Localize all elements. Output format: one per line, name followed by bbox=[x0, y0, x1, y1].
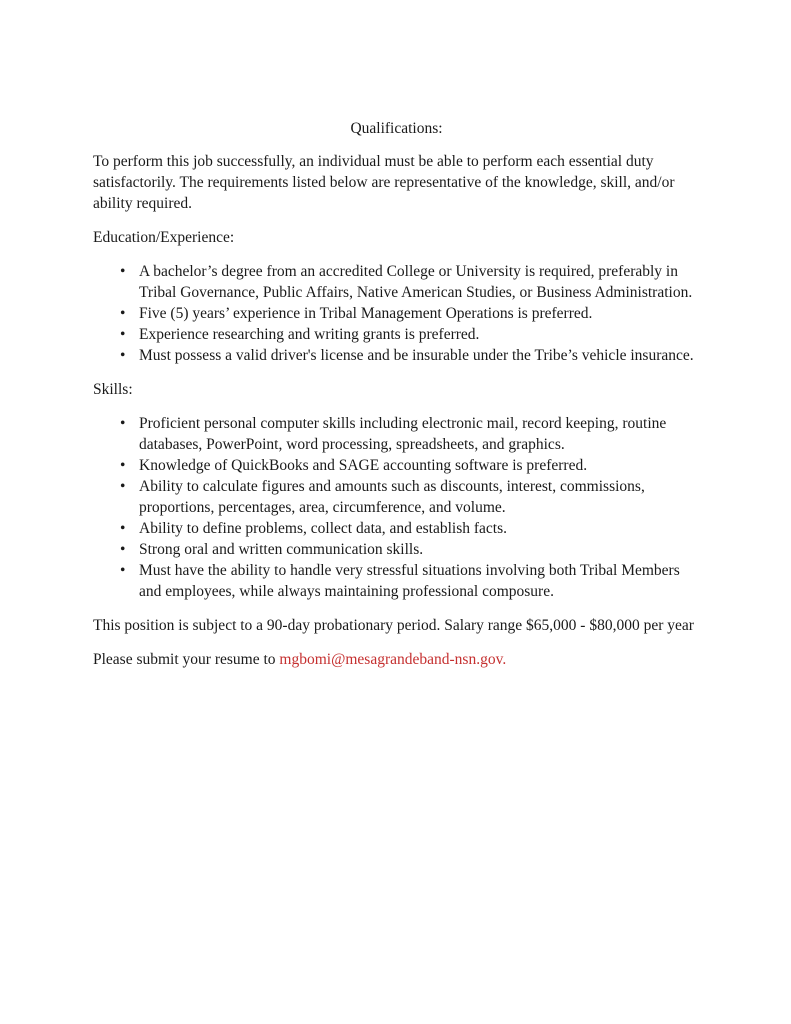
email-link[interactable]: mgbomi@mesagrandeband-nsn.gov bbox=[279, 651, 503, 668]
list-item: • Must possess a valid driver's license and be insurable under the Tribe’s vehicle insurance. bbox=[93, 345, 700, 366]
list-item: • Strong oral and written communication skills. bbox=[93, 539, 700, 560]
probation-salary-line: This position is subject to a 90-day probationary period. Salary range $65,000 - $80,000 per year bbox=[93, 617, 694, 634]
list-item: • Knowledge of QuickBooks and SAGE accounting software is preferred. bbox=[93, 455, 700, 476]
list-item: • Proficient personal computer skills including electronic mail, record keeping, routine databases, PowerPoint, word processing, spreadsheets, and graphics. bbox=[93, 413, 700, 455]
submit-prefix-text: Please submit your resume to bbox=[93, 651, 280, 668]
list-item: • A bachelor’s degree from an accredited College or University is required, preferably in Tribal Governance, Public Affairs, Native American Studies, or Business Administration. bbox=[93, 261, 700, 303]
list-item: • Must have the ability to handle very stressful situations involving both Tribal Members and employees, while always maintaining professional composure. bbox=[93, 560, 700, 602]
education-bullet-list bbox=[93, 261, 700, 366]
list-item: • Five (5) years’ experience in Tribal Management Operations is preferred. bbox=[93, 303, 700, 324]
skills-heading: Skills: bbox=[93, 381, 133, 398]
list-item: • Experience researching and writing grants is preferred. bbox=[93, 324, 700, 345]
submit-suffix-text: . bbox=[502, 651, 507, 668]
page-title: Qualifications: bbox=[350, 120, 443, 137]
list-item: • Ability to define problems, collect data, and establish facts. bbox=[93, 518, 700, 539]
intro-paragraph: To perform this job successfully, an individual must be able to perform each essential duty satisfactorily. The requirements listed below are representative of the knowledge, skill, and/or ability required. bbox=[93, 153, 675, 212]
skills-bullet-list bbox=[93, 413, 700, 602]
education-experience-heading: Education/Experience: bbox=[93, 229, 235, 246]
submit-resume-line bbox=[93, 649, 700, 670]
list-item: • Ability to calculate figures and amounts such as discounts, interest, commissions, proportions, percentages, area, circumference, and volume. bbox=[93, 476, 700, 518]
